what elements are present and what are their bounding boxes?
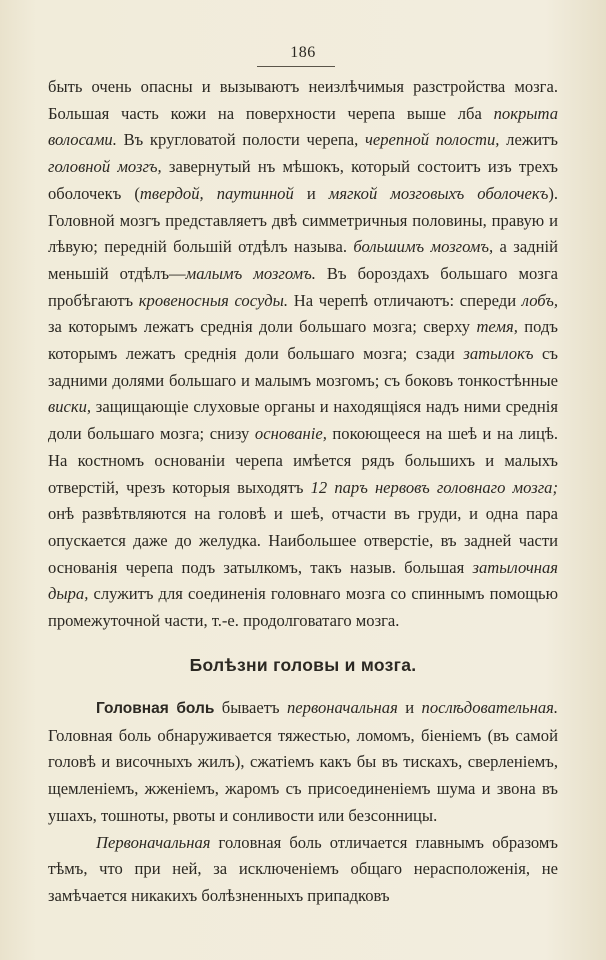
text-run: Въ кругловатой полости черепа, (116, 130, 365, 150)
italic-term: малымъ мозгомъ. (185, 263, 316, 283)
italic-term: головной мозгъ, (48, 157, 162, 177)
italic-term: основаніе, (254, 424, 327, 444)
italic-term: затылочная дыра, (48, 557, 558, 604)
italic-term: затылокъ (463, 344, 534, 364)
text-run: покоющееся на шеѣ и на лицѣ. На костномъ основаніи черепа имѣется рядъ большихъ и малыхъ отверстій, чрезъ которыя выходятъ (48, 424, 558, 497)
page-number: 186 (290, 44, 316, 61)
lead-term: Головная боль (96, 700, 215, 717)
intro-text-block (48, 74, 558, 635)
italic-term: мягкой мозговыхъ оболочекъ (328, 183, 549, 203)
italic-term: лобъ, (521, 290, 558, 310)
text-run: Головная боль обнаруживается тяжестью, ломомъ, біеніемъ (въ самой головѣ и височныхъ жилъ), сжатіемъ какъ бы въ тискахъ, сверленіемъ, щемленіемъ, жженіемъ, жаромъ съ присоединеніемъ шума и звона въ ушахъ, тошноты, рвоты и сонливости или безсонницы. (48, 725, 558, 825)
italic-term: кровеносныя сосуды. (138, 290, 289, 310)
text-run: за которымъ лежатъ среднія доли большаго мозга; сверху (48, 317, 477, 337)
text-run: лежитъ (499, 130, 558, 150)
text-run: и (397, 698, 422, 717)
text-run: подъ которымъ лежатъ среднія доли большаго мозга; сзади (48, 317, 558, 364)
text-run: бываетъ (214, 698, 287, 717)
text-run: защищающіе слуховые органы и находящіяся надъ ними среднія доли большаго мозга; снизу (48, 397, 558, 444)
text-run: онѣ развѣтвляются на головѣ и шеѣ, отчасти въ груди, и одна пара опускается даже до желудка. Наибольшее отверстіе, въ задней части основанія черепа подъ затылкомъ, такъ назыв. большая (48, 504, 558, 577)
text-run: служитъ для соединенія головнаго мозга со спиннымъ помощью промежуточной части, т.-е. продолговатаго мозга. (48, 584, 558, 631)
italic-term: виски, (48, 397, 92, 417)
italic-term: 12 паръ нервовъ головнаго мозга; (310, 477, 558, 497)
text-run: Въ бороздахъ большаго мозга пробѣгаютъ (48, 263, 559, 310)
italic-term: первоначальная (287, 698, 398, 717)
text-run: завернутый нъ мѣшокъ, который состоитъ изъ трехъ оболочекъ ( (48, 157, 558, 203)
text-run: быть очень опасны и вызываютъ неизлѣчимыя разстройства мозга. Большая часть кожи на поверхности черепа выше лба (48, 77, 558, 123)
italic-term: твердой, паутинной (139, 183, 294, 203)
intro-paragraph (48, 74, 558, 635)
italic-term: Первоначальная (96, 832, 211, 852)
text-run: головная боль отличается главнымъ образомъ тѣмъ, что при ней, за исключеніемъ общаго нерасположенія, не замѣчается никакихъ болѣзненныхъ припадковъ (48, 832, 558, 905)
section-heading: Болѣзни головы и мозга. (189, 655, 417, 675)
text-run: и (293, 183, 329, 203)
section-paragraph (48, 830, 558, 910)
italic-term: послѣдовательная. (421, 698, 558, 717)
text-run: На черепѣ отличаютъ: спереди (288, 290, 522, 310)
italic-term: большимъ мозгомъ, (353, 237, 494, 257)
italic-term: черепной полости, (364, 130, 500, 150)
italic-term: темя, (476, 317, 518, 337)
italic-term: покрыта волосами. (48, 103, 558, 150)
text-run: а задній меньшій отдѣлъ— (48, 237, 559, 283)
section-paragraph (48, 695, 558, 830)
text-run: съ задними долями большаго и малымъ мозгомъ; съ боковъ тонкостѣнные (48, 344, 558, 390)
page-number-rule (257, 66, 335, 67)
section-text-block (48, 695, 558, 910)
text-run: ). Головной мозгъ представляетъ двѣ симметричныя половины, правую и лѣвую; передній большій отдѣлъ называ. (48, 183, 558, 257)
